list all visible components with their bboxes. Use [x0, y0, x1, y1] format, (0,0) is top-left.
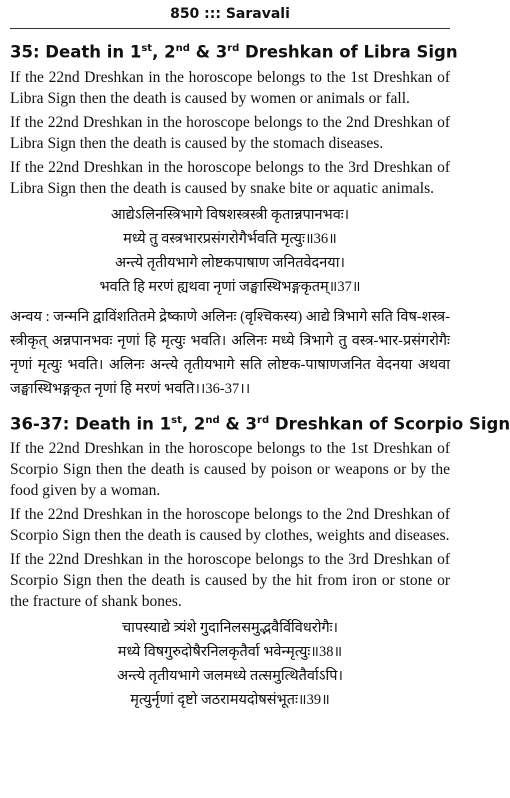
verse-line: मध्ये तु वस्त्रभारप्रसंगरोगैर्भवति मृत्युः॥36॥	[123, 230, 337, 247]
header-rule	[10, 28, 450, 29]
section-title-libra: 35: Death in 1st, 2nd & 3rd Dreshkan of Libra Sign	[10, 42, 458, 62]
verse-line: मध्ये विषगुरुदोषैरनिलकृतैर्वा भवेन्मृत्युः॥38॥	[117, 644, 343, 660]
page-header: 850 ::: Saravali	[170, 6, 290, 22]
section-title-scorpio: 36-37: Death in 1st, 2nd & 3rd Dreshkan of Scorpio Sign	[10, 414, 510, 433]
libra-paragraph-3: If the 22nd Dreshkan in the horoscope belongs to the 3rd Dreshkan of Libra Sign then the death is caused by snake bite or aquatic animals.	[10, 158, 450, 197]
verse-line: आद्येऽलिनस्त्रिभागे विषशस्त्रस्त्री कृतान्नपानभवः।	[110, 206, 350, 223]
verse-line: अन्त्ये तृतीयभागे जलमध्ये तत्समुत्थितैर्वाऽपि।	[117, 668, 343, 684]
libra-sanskrit-verse	[10, 203, 450, 299]
libra-paragraph-2: If the 22nd Dreshkan in the horoscope belongs to the 2nd Dreshkan of Libra Sign then the death is caused by the stomach diseases.	[10, 113, 450, 152]
libra-anvaya: अन्वय : जन्मनि द्वाविंशतितमे द्रेष्काणे अलिनः (वृश्चिकस्य) आद्ये त्रिभागे सति विष-शस्त्र-स्त्रीकृत् अन्नपानभवः नृणां हि मृत्युः भवति। अलिनः मध्ये त्रिभागे तु वस्त्र-भार-प्रसंगरोगैः नृणां मृत्युः भवति। अलिनः अन्त्ये तृतीयभागे सति लोष्टक-पाषाणजनित वेदनया अथवा जङ्घास्थिभङ्गकृत नृणां हि मरणं भवति।।36-37।।	[10, 308, 450, 397]
verse-line: अन्त्ये तृतीयभागे लोष्टकपाषाण जनितवेदनया।	[115, 254, 345, 271]
scorpio-paragraph-2: If the 22nd Dreshkan in the horoscope belongs to the 2nd Dreshkan of Scorpio Sign then the death is caused by clothes, weights and diseases.	[10, 506, 450, 544]
verse-line: भवति हि मरणं ह्यथवा नृणां जङ्घास्थिभङ्गकृतम्॥37॥	[99, 278, 361, 295]
scorpio-paragraph-1: If the 22nd Dreshkan in the horoscope belongs to the 1st Dreshkan of Scorpio Sign then the death is caused by poison or weapons or by the food given by a woman.	[10, 440, 450, 499]
verse-line: चापस्याद्ये त्र्यंशे गुदानिलसमुद्भवैर्विविधरोगैः।	[121, 620, 339, 636]
scorpio-sanskrit-verse	[10, 616, 450, 712]
scorpio-paragraph-3: If the 22nd Dreshkan in the horoscope belongs to the 3rd Dreshkan of Scorpio Sign then the death is caused by the hit from iron or stone or the fracture of shank bones.	[10, 551, 450, 610]
libra-paragraph-1: If the 22nd Dreshkan in the horoscope belongs to the 1st Dreshkan of Libra Sign then the death is caused by women or animals or fall.	[10, 68, 450, 107]
verse-line: मृत्युर्नृणां दृष्टो जठरामयदोषसंभूतः॥39॥	[130, 692, 330, 708]
